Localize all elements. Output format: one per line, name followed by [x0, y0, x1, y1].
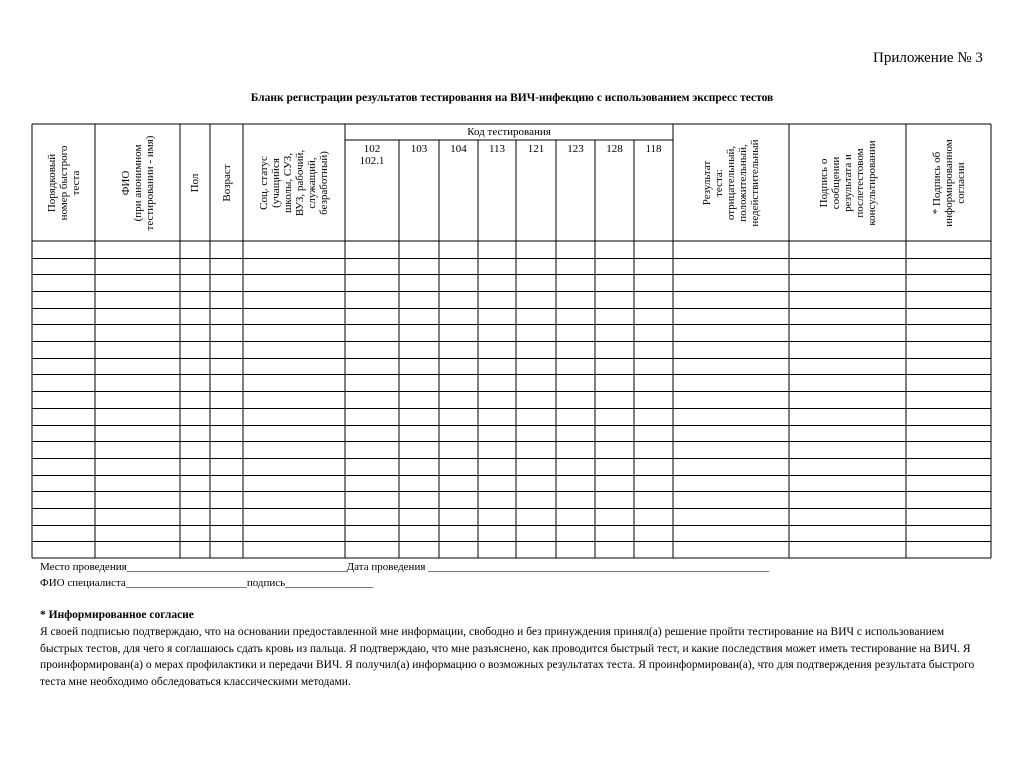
header-consent-signature: * Подпись об информированном согласии — [930, 138, 967, 227]
header-age: Возраст — [220, 163, 233, 202]
header-social-status: Соц. статус (учащийся школы, СУЗ, ВУЗ, рабочий, служащий, безработный) — [258, 149, 330, 216]
consent-text: Я своей подписью подтверждаю, что на основании предоставленной мне информации, свободно и без принуждения принял(а) решение пройти тестирование на ВИЧ с использованием быстрых тестов, для чего я соглашаюсь сдать кровь из пальца. Я подтверждаю, что мне разъяснено, как проводится быстрый тест, и какие последствия может иметь тестирование на ВИЧ. Я проинформирован(а) о мерах профилактики и передачи ВИЧ. Я получил(а) информацию о возможных результатах теста. Я проинформирован(а), что для подтверждения результата быстрого теста мне необходимо обследоваться классическими методами. — [40, 626, 975, 688]
header-fio: ФИО (при анонимном тестировании - имя) — [119, 135, 156, 230]
place-date-line: Место проведения________________________________________Дата проведения ______________________________________________________________ — [40, 561, 770, 573]
header-code-103: 103 — [410, 143, 428, 155]
header-code-118: 118 — [645, 143, 662, 155]
consent-heading: * Информированное согласие — [40, 609, 194, 621]
header-code-104: 104 — [450, 143, 467, 155]
header-order-number: Порядковый номер быстрого теста — [45, 145, 82, 220]
header-code: Код тестирования — [467, 126, 551, 138]
appendix-label: Приложение № 3 — [873, 50, 983, 66]
header-notice-signature: Подпись о сообщении результата и послетестовом консультировании — [817, 139, 878, 226]
header-code-102: 102 102.1 — [359, 143, 385, 167]
header-code-128: 128 — [606, 143, 623, 155]
specialist-signature-line: ФИО специалиста______________________подпись________________ — [40, 577, 374, 589]
form-title: Бланк регистрации результатов тестирования на ВИЧ-инфекцию с использованием экспресс тестов — [250, 92, 774, 104]
header-result: Результат теста: отрицательный, положительный, недействительный — [701, 138, 761, 227]
header-sex: Пол — [189, 173, 201, 192]
header-code-121: 121 — [527, 143, 545, 155]
header-code-123: 123 — [567, 143, 584, 155]
header-code-113: 113 — [488, 143, 506, 155]
